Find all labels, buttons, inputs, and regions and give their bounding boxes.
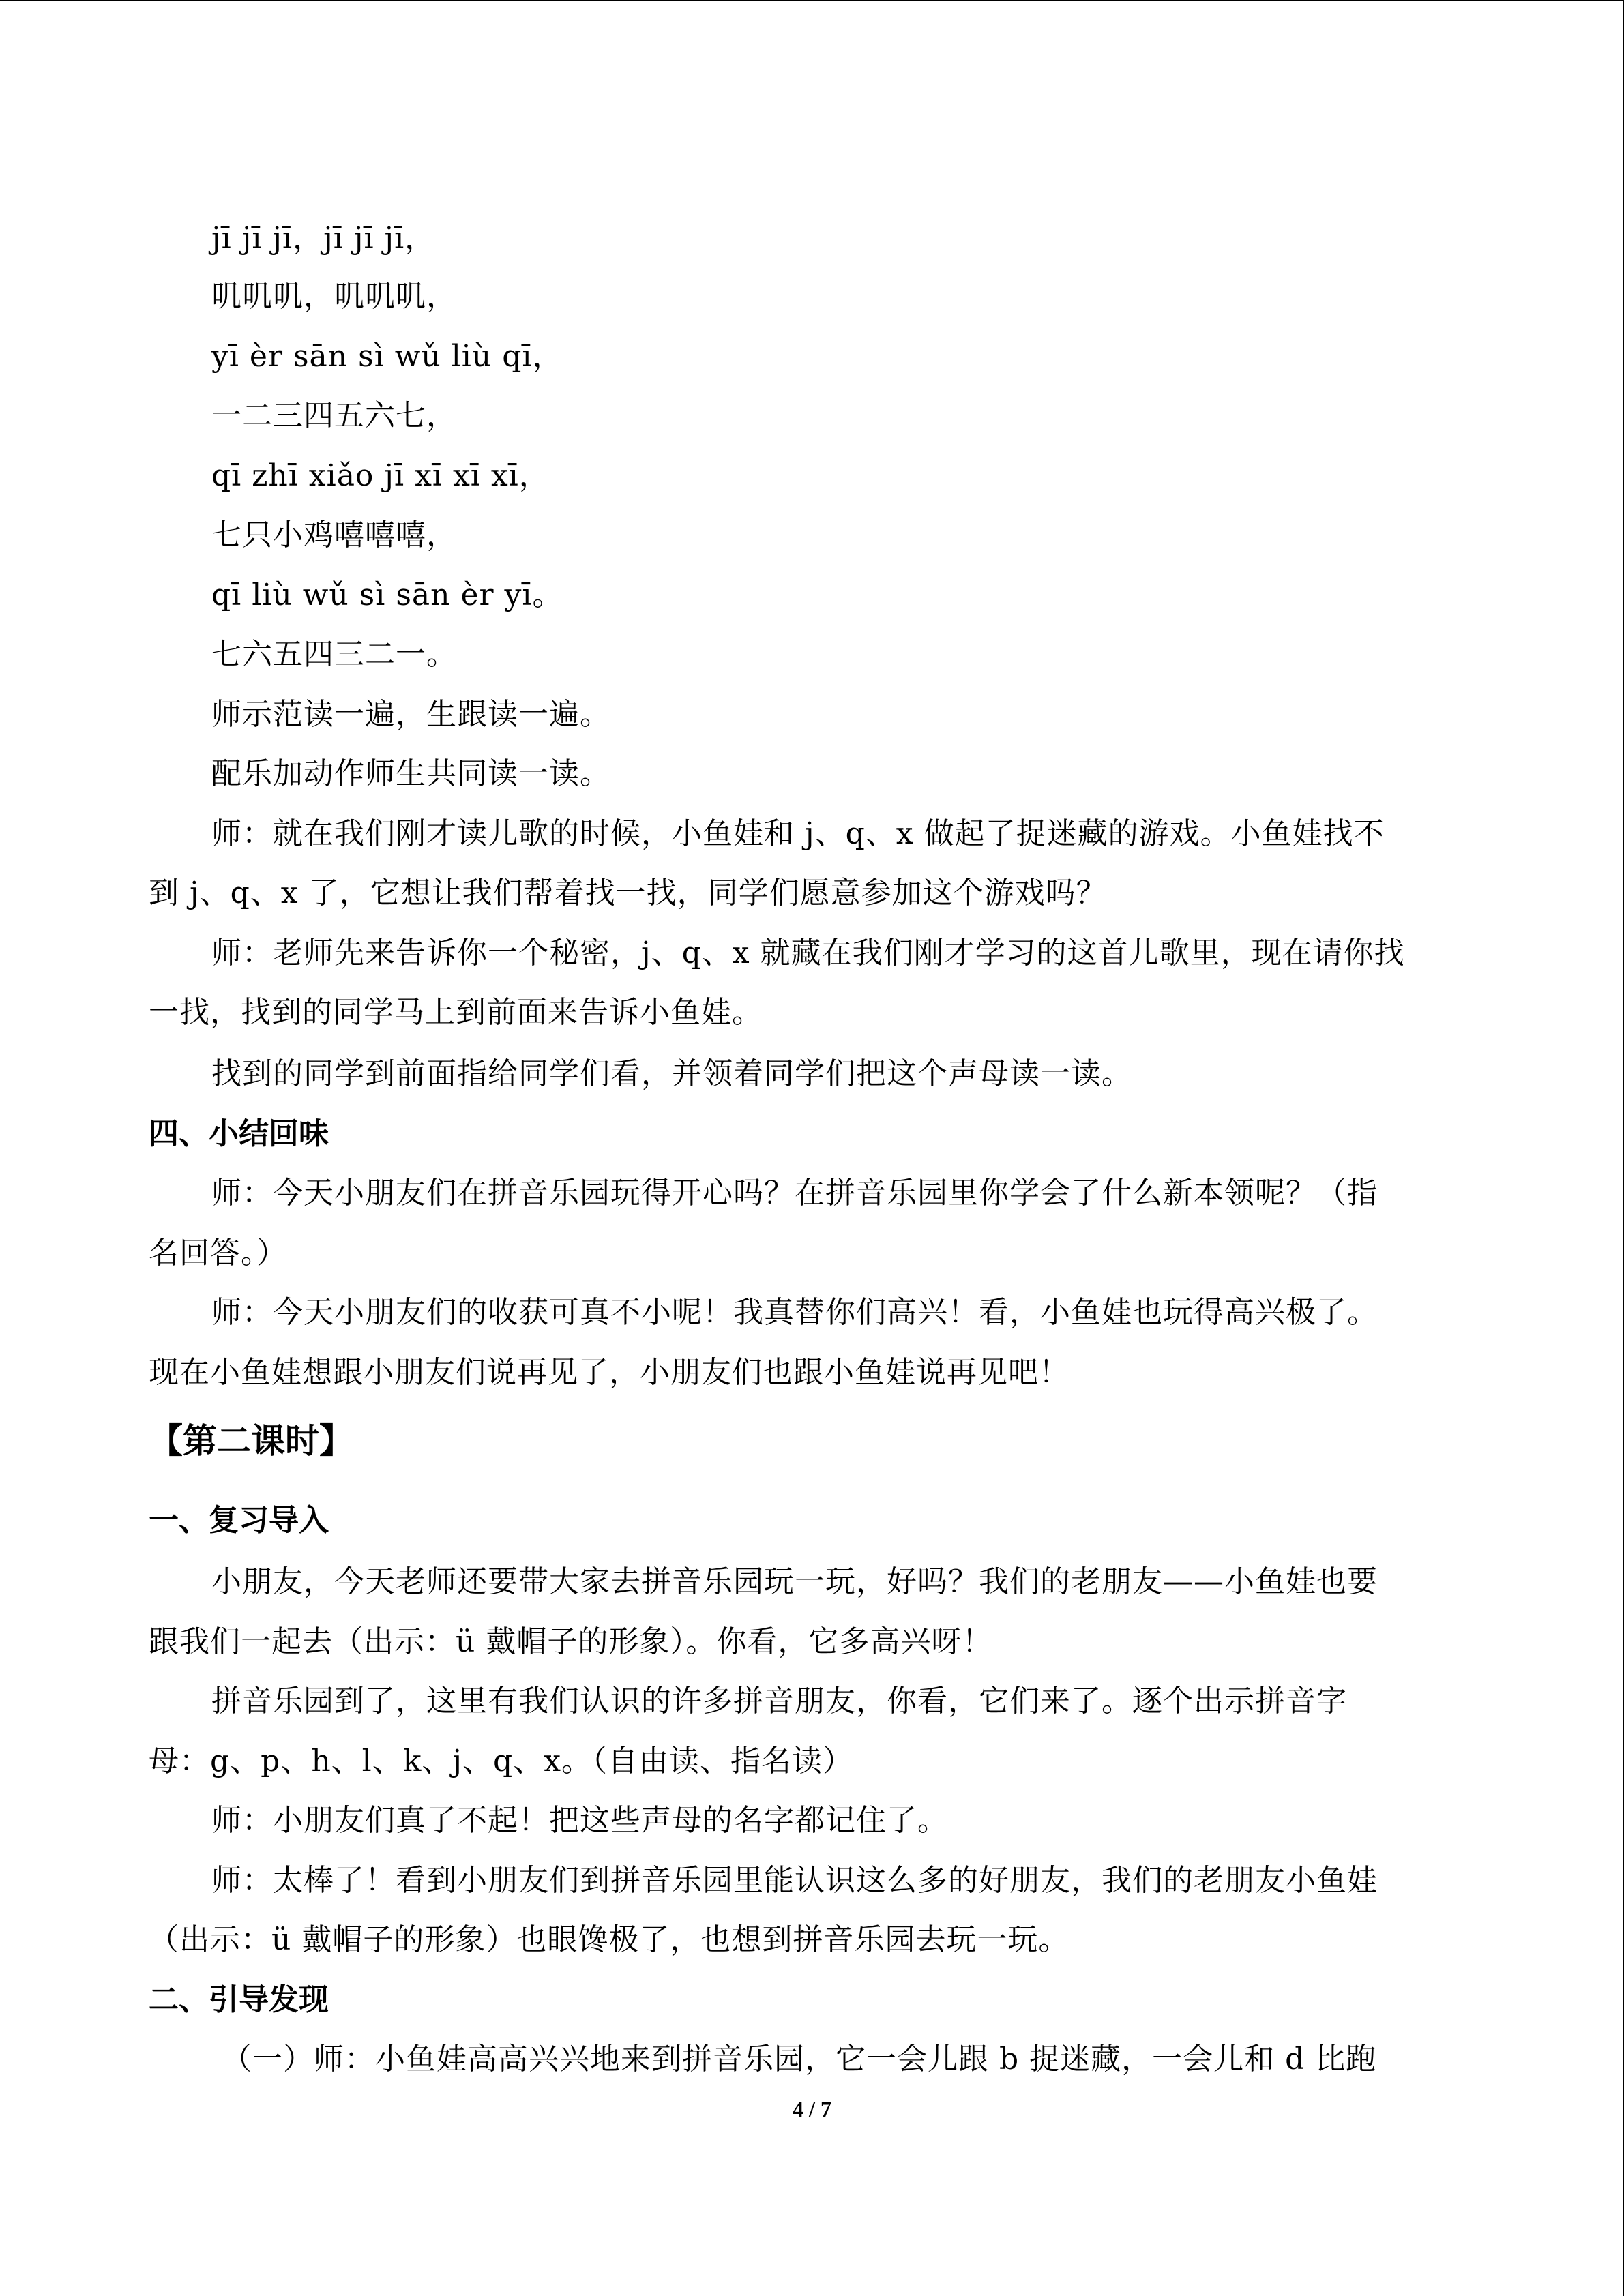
paragraph: 拼音乐园到了，这里有我们认识的许多拼音朋友，你看，它们来了。逐个出示拼音字 [211,1684,1347,1718]
paragraph-continuation: 名回答。） [149,1236,287,1270]
section-heading: 二、引导发现 [149,1982,329,2017]
section-heading: 四、小结回味 [149,1116,329,1151]
poem-line: 七六五四三二一。 [211,637,457,672]
paragraph: 师：今天小朋友们的收获可真不小呢！我真替你们高兴！看，小鱼娃也玩得高兴极了。 [211,1295,1378,1330]
poem-line: qī liù wǔ sì sān èr yī。 [211,578,563,612]
poem-line: jī jī jī，jī jī jī， [211,221,436,256]
poem-line: 叽叽叽，叽叽叽， [211,279,457,314]
paragraph: 师：今天小朋友们在拼音乐园玩得开心吗？在拼音乐园里你学会了什么新本领呢？（指 [211,1176,1378,1210]
paragraph-continuation: 到 j、q、x 了，它想让我们帮着找一找，同学们愿意参加这个游戏吗？ [149,876,1107,910]
paragraph: 师：小朋友们真了不起！把这些声母的名字都记住了。 [211,1803,948,1838]
paragraph-continuation: 一找，找到的同学马上到前面来告诉小鱼娃。 [149,995,763,1030]
paragraph: 师：老师先来告诉你一个秘密，j、q、x 就藏在我们刚才学习的这首儿歌里，现在请你找 [211,936,1405,970]
paragraph: 小朋友，今天老师还要带大家去拼音乐园玩一玩，好吗？我们的老朋友——小鱼娃也要 [211,1564,1378,1599]
paragraph-continuation: 跟我们一起去（出示：ü 戴帽子的形象）。你看，它多高兴呀！ [149,1624,993,1659]
page-border-top [0,0,1624,1]
paragraph-continuation: 现在小鱼娃想跟小朋友们说再见了，小朋友们也跟小鱼娃说再见吧！ [149,1355,1069,1390]
page-number: 4 / 7 [793,2097,831,2121]
paragraph: 师示范读一遍，生跟读一遍。 [211,697,610,732]
paragraph: 师：太棒了！看到小朋友们到拼音乐园里能认识这么多的好朋友，我们的老朋友小鱼娃 [211,1863,1378,1898]
paragraph-continuation: （出示：ü 戴帽子的形象）也眼馋极了，也想到拼音乐园去玩一玩。 [149,1922,1069,1957]
poem-line: yī èr sān sì wǔ liù qī， [211,339,563,374]
section-heading: 一、复习导入 [149,1503,329,1538]
paragraph-continuation: 母：g、p、h、l、k、j、q、x。（自由读、指名读） [149,1744,854,1778]
poem-line: qī zhī xiǎo jī xī xī xī， [211,458,550,493]
lesson-title: 【第二课时】 [149,1421,353,1461]
paragraph: 配乐加动作师生共同读一读。 [211,756,610,791]
poem-line: 七只小鸡嘻嘻嘻， [211,518,457,552]
paragraph: 找到的同学到前面指给同学们看，并领着同学们把这个声母读一读。 [211,1056,1132,1091]
paragraph: 师：就在我们刚才读儿歌的时候，小鱼娃和 j、q、x 做起了捉迷藏的游戏。小鱼娃找不 [211,816,1385,851]
poem-line: 一二三四五六七， [211,398,457,433]
paragraph: （一）师：小鱼娃高高兴兴地来到拼音乐园，它一会儿跟 b 捉迷藏，一会儿和 d 比跑 [222,2042,1377,2076]
